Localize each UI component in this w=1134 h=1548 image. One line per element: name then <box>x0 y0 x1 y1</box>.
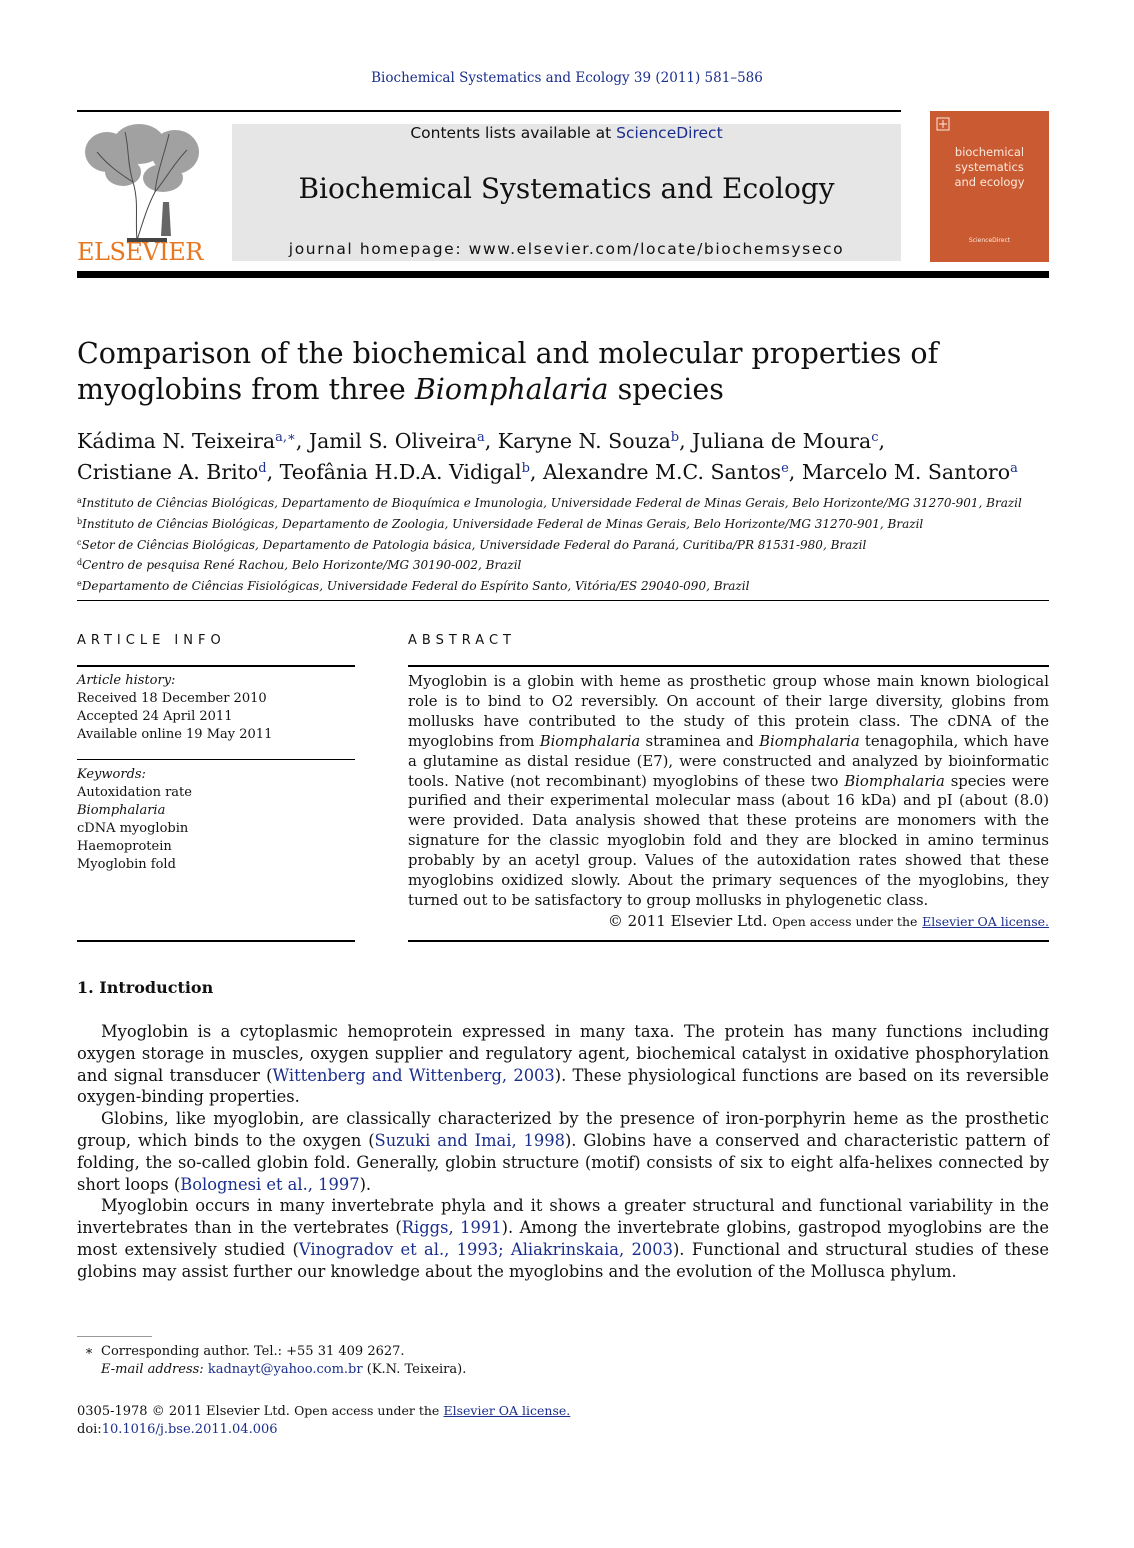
cover-footer: ScienceDirect <box>968 237 1011 244</box>
author-affil-mark[interactable]: a,∗ <box>275 430 296 445</box>
issn-doi: 0305-1978 © 2011 Elsevier Ltd. Open access under the Elsevier OA license. doi:10.1016/j.bse.2011.04.006 <box>77 1403 571 1437</box>
author-name: Marcelo M. Santoro <box>801 460 1011 484</box>
reference-link[interactable]: Suzuki and Imai, 1998 <box>374 1130 565 1150</box>
contents-line: Contents lists available at ScienceDirect <box>410 124 723 142</box>
author-name: Jamil S. Oliveira <box>308 429 477 453</box>
footnote-rule <box>77 1336 152 1337</box>
article-info-rule <box>77 940 355 942</box>
keyword: cDNA myoglobin <box>77 821 189 836</box>
corresponding-author-note: ∗ Corresponding author. Tel.: +55 31 409 2627. E-mail address: kadnayt@yahoo.com.br (K.N. Teixeira). <box>84 1344 467 1377</box>
doi-link[interactable]: 10.1016/j.bse.2011.04.006 <box>101 1422 278 1437</box>
journal-title: Biochemical Systematics and Ecology <box>298 172 835 205</box>
author-affil-mark[interactable]: e <box>781 461 789 476</box>
author-affil-mark[interactable]: a <box>1010 461 1018 476</box>
article-info-heading: ARTICLE INFO <box>77 633 226 648</box>
author-name: Kádima N. Teixeira <box>77 429 276 453</box>
oa-license-link[interactable]: Elsevier OA license. <box>922 914 1049 929</box>
email-link[interactable]: kadnayt@yahoo.com.br <box>207 1362 363 1377</box>
introduction-body <box>77 1021 1049 1283</box>
header-rule <box>77 110 901 112</box>
author-name: Juliana de Moura <box>692 429 872 453</box>
affiliations <box>77 492 1057 596</box>
section-divider <box>77 600 1049 601</box>
keyword: Myoglobin fold <box>77 857 176 872</box>
affiliation: $^e$Departamento de Ciências Fisiológicas, Universidade Federal do Espírito Santo, Vitória/ES 29040-090, Brazil <box>77 579 750 594</box>
reference-link[interactable]: Riggs, 1991 <box>401 1218 502 1238</box>
author-affil-mark[interactable]: b <box>521 461 530 476</box>
author-affil-mark[interactable]: c <box>871 430 879 445</box>
history-item: Available online 19 May 2011 <box>77 727 273 742</box>
abstract-rule <box>408 940 1049 942</box>
sciencedirect-link[interactable]: ScienceDirect <box>616 124 723 142</box>
author-name: Cristiane A. Brito <box>77 460 259 484</box>
keyword: Autoxidation rate <box>77 785 192 800</box>
abstract-text: Myoglobin is a globin with heme as prosthetic group whose main known biological role is to bind to O2 reversibly. On account of their large diversity, globins from mollusks have contributed to the study of this protein class. The cDNA of the myoglobins from Biomphalaria straminea and Biomphalaria tenagophila, which have a glutamine as distal residue (E7), were constructed and analyzed by bioinformatic tools. Native (not recombinant) myoglobins of these two Biomphalaria species were purified and their experimental molecular mass (about 16 kDa) and pI (about (8.0) were provided. Data analysis showed that these proteins are monomers with the signature for the classic myoglobin fold and they are blocked in amino terminus probably by an acetyl group. Values of the autoxidation rates showed that these myoglobins oxidized slowly. About the primary sequences of the myoglobins, they turned out to be satisfactory to group mollusks in phylogenetic class. <box>408 673 1050 909</box>
elsevier-mini-logo-icon <box>936 117 950 131</box>
section-heading: 1. Introduction <box>77 978 214 997</box>
reference-link[interactable]: Vinogradov et al., 1993; Aliakrinskaia, 2003 <box>298 1239 673 1259</box>
author-name: Alexandre M.C. Santos <box>542 460 782 484</box>
affiliation: $^a$Instituto de Ciências Biológicas, Departamento de Bioquímica e Imunologia, Universidade Federal de Minas Gerais, Belo Horizonte/MG 31270-901, Brazil <box>77 496 1022 510</box>
article-title: Comparison of the biochemical and molecular properties of myoglobins from three Biomphalaria species <box>77 337 939 406</box>
affiliation: $^b$Instituto de Ciências Biológicas, Departamento de Zoologia, Universidade Federal de Minas Gerais, Belo Horizonte/MG 31270-901, Brazil <box>77 516 924 531</box>
keywords: Keywords: Autoxidation rate Biomphalaria cDNA myoglobin Haemoprotein Myoglobin fold <box>77 766 355 874</box>
author-affil-mark[interactable]: b <box>670 430 680 445</box>
article-info-rule <box>77 665 355 667</box>
abstract-rule <box>408 665 1049 667</box>
keyword: Biomphalaria <box>77 803 166 818</box>
article-history: Article history: Received 18 December 2010 Accepted 24 April 2011 Available online 19 May 2011 <box>77 672 355 744</box>
abstract-copyright: © 2011 Elsevier Ltd. Open access under the Elsevier OA license. <box>607 912 1049 930</box>
author-name: Karyne N. Souza <box>497 429 671 453</box>
header-thick-rule <box>77 271 1049 278</box>
paragraph: Myoglobin is a cytoplasmic hemoprotein expressed in many taxa. The protein has many functions including oxygen storage in muscles, oxygen supplier and regulatory agent, biochemical catalyst in oxidative phosphorylation and signal transducer (Wittenberg and Wittenberg, 2003). These physiological functions are based on its reversible oxygen-binding properties. <box>77 1022 1049 1107</box>
paragraph: Globins, like myoglobin, are classically characterized by the presence of iron-porphyrin heme as the prosthetic group, which binds to the oxygen (Suzuki and Imai, 1998). Globins have a conserved and characteristic pattern of folding, the so-called globin fold. Generally, globin structure (motif) consists of six to eight alfa-helixes connected by short loops (Bolognesi et al., 1997). <box>77 1109 1049 1194</box>
publisher-wordmark: ELSEVIER <box>77 238 203 266</box>
author-affil-mark[interactable]: a <box>476 430 485 445</box>
abstract-heading: ABSTRACT <box>408 633 516 648</box>
journal-cover[interactable] <box>930 111 1049 262</box>
reference-link[interactable]: Wittenberg and Wittenberg, 2003 <box>272 1065 555 1085</box>
affiliation: $^c$Setor de Ciências Biológicas, Departamento de Patologia básica, Universidade Federal do Paraná, Curitiba/PR 81531-980, Brazil <box>77 537 867 552</box>
author-affil-mark[interactable]: d <box>258 461 267 476</box>
oa-license-link[interactable]: Elsevier OA license. <box>443 1403 571 1418</box>
author-list: Kádima N. Teixeira$^{a,∗}$, Jamil S. Oliveira$^a$, Karyne N. Souza$^b$, Juliana de Moura$^c$, Cristiane A. Brito$^d$, Teofânia H.D.A. Vidigal$^b$, Alexandre M.C. Santos$^e$, Marcelo M. Santoro$^a$ <box>77 429 1018 484</box>
cover-title: biochemical systematics and ecology <box>954 145 1025 189</box>
affiliation: $^d$Centro de pesquisa René Rachou, Belo Horizonte/MG 30190-002, Brazil <box>77 558 522 573</box>
journal-homepage[interactable]: journal homepage: www.elsevier.com/locate/biochemsyseco <box>288 240 845 258</box>
keyword: Haemoprotein <box>77 839 172 854</box>
history-item: Received 18 December 2010 <box>77 691 267 706</box>
author-name: Teofânia H.D.A. Vidigal <box>279 460 522 484</box>
reference-link[interactable]: Bolognesi et al., 1997 <box>180 1174 360 1194</box>
elsevier-logo <box>77 122 205 264</box>
article-info-rule <box>77 759 355 760</box>
history-item: Accepted 24 April 2011 <box>77 709 233 724</box>
journal-citation[interactable]: Biochemical Systematics and Ecology 39 (2011) 581–586 <box>371 70 763 86</box>
paragraph: Myoglobin occurs in many invertebrate phyla and it shows a greater structural and functional variability in the invertebrates than in the vertebrates (Riggs, 1991). Among the invertebrate globins, gastropod myoglobins are the most extensively studied (Vinogradov et al., 1993; Aliakrinskaia, 2003). Functional and structural studies of these globins may assist further our knowledge about the myoglobins and the evolution of the Mollusca phylum. <box>77 1196 1050 1281</box>
